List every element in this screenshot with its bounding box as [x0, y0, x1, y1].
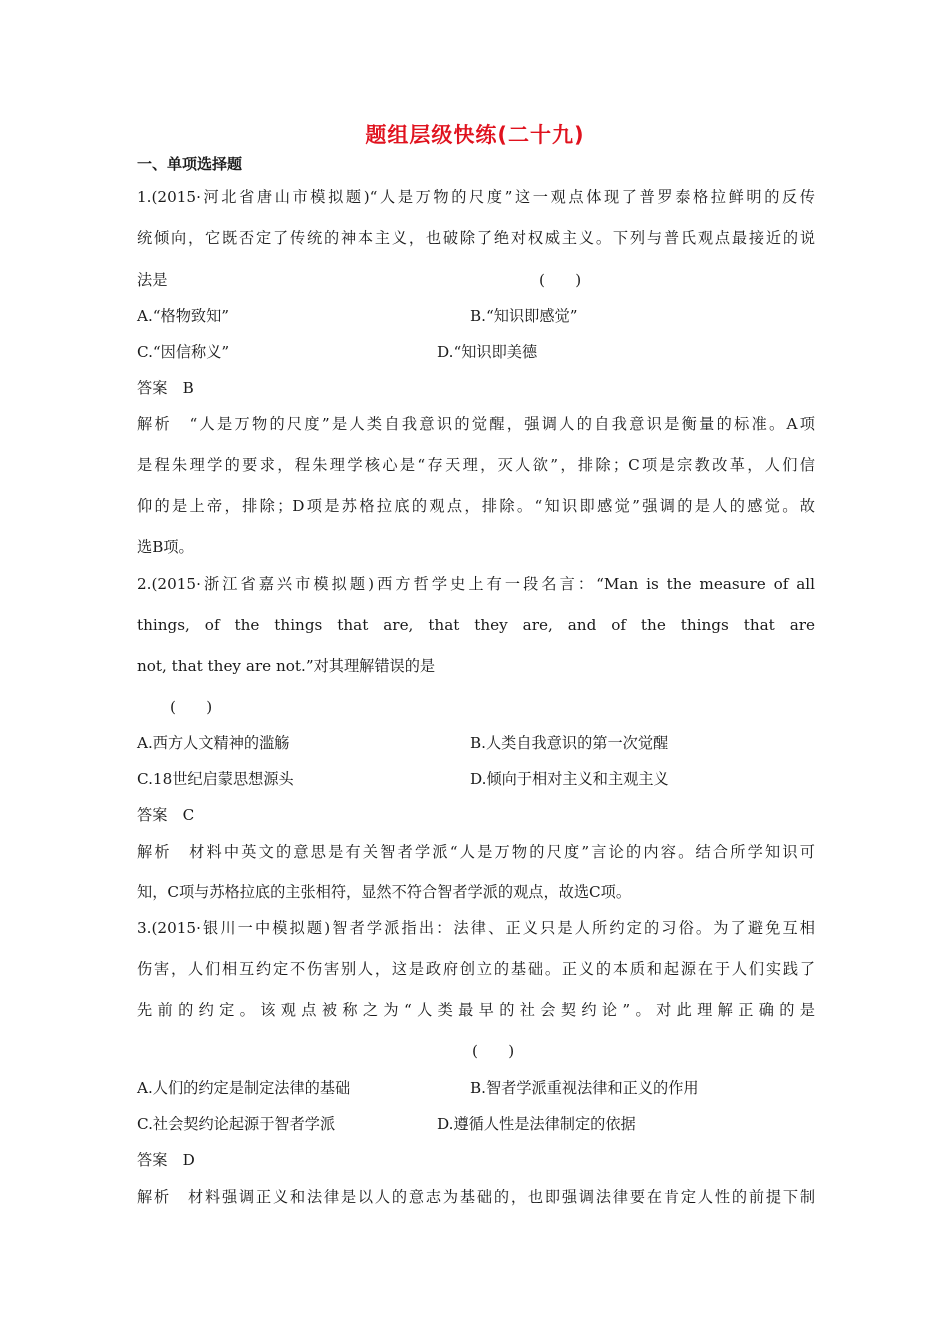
q1-answer: 答案 B: [137, 379, 194, 397]
q1-option-b: B.“知识即感觉”: [470, 307, 578, 325]
q1-answer-blank: ( ): [539, 271, 582, 289]
q2-option-b: B.人类自我意识的第一次觉醒: [470, 734, 669, 752]
q1-option-d: D.“知识即美德: [437, 343, 538, 361]
q2-option-a: A.西方人文精神的滥觞: [137, 734, 290, 752]
section-heading: 一、单项选择题: [137, 155, 243, 173]
q2-option-d: D.倾向于相对主义和主观主义: [470, 770, 669, 788]
q1-stem-line-2: 统倾向，它既否定了传统的神本主义，也破除了绝对权威主义。下列与普氏观点最接近的说: [137, 229, 815, 247]
q3-stem-line-3: 先前的约定。该观点被称之为“人类最早的社会契约论”。对此理解正确的是: [137, 1001, 815, 1019]
q2-analysis-line-2: 知，C项与苏格拉底的主张相符，显然不符合智者学派的观点，故选C项。: [137, 883, 632, 901]
q3-analysis-line-1: 解析 材料强调正义和法律是以人的意志为基础的，也即强调法律要在肯定人性的前提下制: [137, 1188, 815, 1206]
q1-analysis-line-1: 解析 “人是万物的尺度”是人类自我意识的觉醒，强调人的自我意识是衡量的标准。A项: [137, 415, 815, 433]
q1-analysis-line-3: 仰的是上帝，排除；D项是苏格拉底的观点，排除。“知识即感觉”强调的是人的感觉。故: [137, 497, 815, 515]
q2-option-c: C.18世纪启蒙思想源头: [137, 770, 294, 788]
q1-stem-line-1: 1.(2015·河北省唐山市模拟题)“人是万物的尺度”这一观点体现了普罗泰格拉鲜明的反传: [137, 188, 815, 206]
q2-answer-blank: ( ): [170, 698, 213, 716]
q2-stem-line-1: 2.(2015·浙江省嘉兴市模拟题)西方哲学史上有一段名言：“Man is the measure of all: [137, 575, 815, 593]
q3-stem-line-2: 伤害，人们相互约定不伤害别人，这是政府创立的基础。正义的本质和起源在于人们实践了: [137, 960, 815, 978]
q3-stem-line-1: 3.(2015·银川一中模拟题)智者学派指出：法律、正义只是人所约定的习俗。为了避免互相: [137, 919, 815, 937]
q2-analysis-line-1: 解析 材料中英文的意思是有关智者学派“人是万物的尺度”言论的内容。结合所学知识可: [137, 843, 815, 861]
q2-answer: 答案 C: [137, 806, 195, 824]
page-title: 题组层级快练(二十九): [365, 123, 585, 147]
q1-option-c: C.“因信称义”: [137, 343, 230, 361]
q3-option-b: B.智者学派重视法律和正义的作用: [470, 1079, 699, 1097]
q1-stem-line-3: 法是: [137, 271, 168, 289]
q1-analysis-line-2: 是程朱理学的要求，程朱理学核心是“存天理，灭人欲”，排除；C项是宗教改革，人们信: [137, 456, 815, 474]
q1-analysis-line-4: 选B项。: [137, 538, 194, 556]
q3-option-d: D.遵循人性是法律制定的依据: [437, 1115, 636, 1133]
q3-option-c: C.社会契约论起源于智者学派: [137, 1115, 336, 1133]
q3-option-a: A.人们的约定是制定法律的基础: [137, 1079, 351, 1097]
q1-option-a: A.“格物致知”: [137, 307, 230, 325]
q2-stem-line-2: things, of the things that are, that they are, and of the things that are: [137, 616, 815, 634]
q2-stem-line-3: not, that they are not.”对其理解错误的是: [137, 657, 436, 675]
q3-answer: 答案 D: [137, 1151, 195, 1169]
q3-answer-blank: ( ): [472, 1042, 515, 1060]
